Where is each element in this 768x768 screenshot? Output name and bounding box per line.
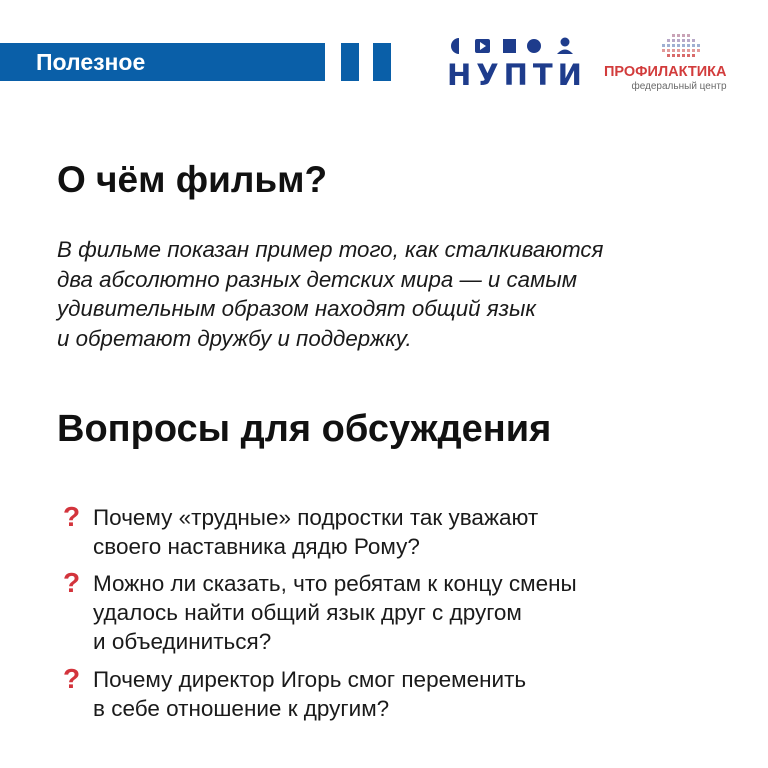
discussion-title: Вопросы для обсуждения <box>57 408 552 450</box>
question-mark-icon: ? <box>63 663 81 694</box>
about-line: два абсолютно разных детских мира — и самым <box>57 266 578 292</box>
nupti-wordmark: НУПТИ <box>447 58 587 92</box>
profilaktika-subtitle: федеральный центр <box>631 81 727 92</box>
question-text <box>93 665 526 723</box>
question-text <box>93 503 538 561</box>
question-line: Почему директор Игорь смог переменить <box>93 667 527 692</box>
about-description <box>57 235 747 353</box>
question-line: удалось найти общий язык друг с другом <box>93 600 522 625</box>
profilaktika-name: ПРОФИЛАКТИКА <box>604 64 727 80</box>
nupti-shapes-icon <box>447 36 582 56</box>
nupti-logo <box>447 36 587 92</box>
question-text <box>93 569 577 656</box>
section-label: Полезное <box>36 49 146 75</box>
question-line: Почему «трудные» подростки так уважают <box>93 505 539 530</box>
section-banner <box>0 43 325 81</box>
about-line: и обретают дружбу и поддержку. <box>57 325 412 351</box>
question-mark-icon: ? <box>63 567 81 598</box>
question-line: Можно ли сказать, что ребятам к концу смены <box>93 571 577 596</box>
about-line: удивительным образом находят общий язык <box>57 296 536 321</box>
question-line: своего наставника дядю Рому? <box>93 534 420 559</box>
profilaktika-grid-icon <box>660 34 702 62</box>
decor-bar-2 <box>373 43 391 81</box>
profilaktika-logo <box>604 34 754 94</box>
decor-bar-1 <box>341 43 359 81</box>
question-line: и объединиться? <box>93 629 272 654</box>
question-mark-icon: ? <box>63 501 81 532</box>
about-title: О чём фильм? <box>57 159 328 200</box>
question-line: в себе отношение к другим? <box>93 696 390 721</box>
about-line: В фильме показан пример того, как сталкиваются <box>57 237 604 262</box>
